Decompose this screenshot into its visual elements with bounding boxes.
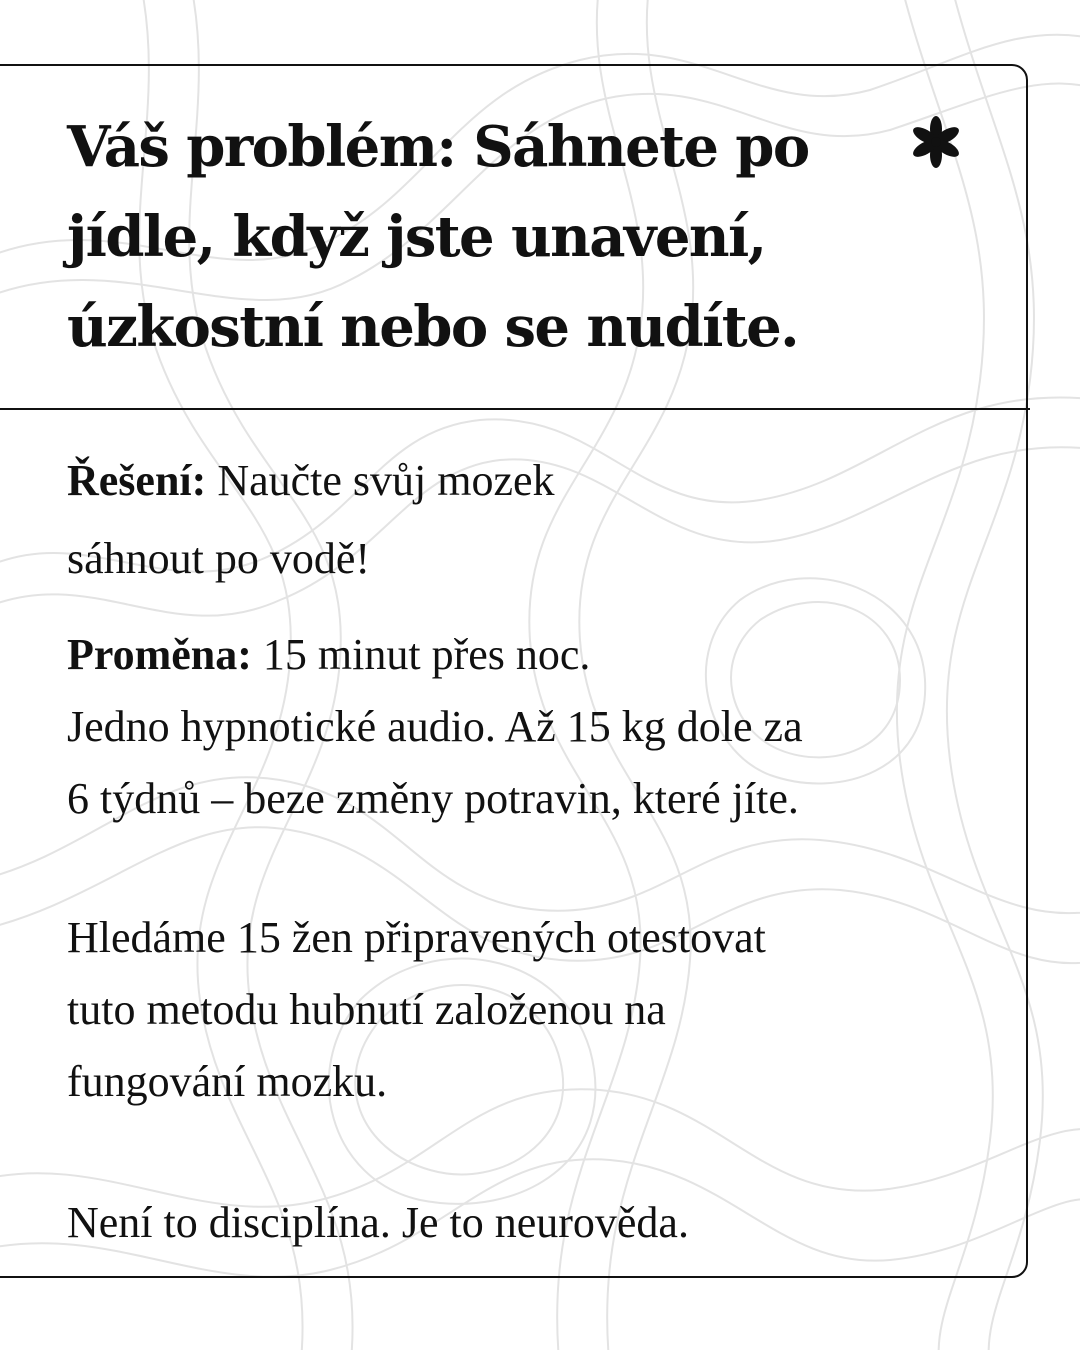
headline-line-1: Váš problém: Sáhnete po	[67, 114, 809, 180]
transformation-text-line-3: 6 týdnů – beze změny potravin, které jíte.	[67, 774, 799, 823]
asterisk-icon	[908, 110, 964, 174]
section-divider	[0, 408, 1030, 410]
recruitment-line-3: fungování mozku.	[67, 1057, 388, 1106]
solution-text-line-1: Naučte svůj mozek	[206, 456, 555, 505]
recruitment-paragraph	[67, 902, 997, 1118]
headline-line-2: jídle, když jste unavení,	[67, 204, 766, 270]
transformation-label: Proměna:	[67, 630, 252, 679]
transformation-paragraph	[67, 619, 997, 835]
headline	[67, 102, 887, 372]
transformation-text-line-1: 15 minut přes noc.	[251, 630, 591, 679]
recruitment-line-2: tuto metodu hubnutí založenou na	[67, 985, 666, 1034]
solution-label: Řešení:	[67, 456, 207, 505]
recruitment-line-1: Hledáme 15 žen připravených otestovat	[67, 913, 766, 962]
solution-paragraph	[67, 442, 997, 598]
solution-text-line-2: sáhnout po vodě!	[67, 534, 371, 583]
headline-line-3: úzkostní nebo se nudíte.	[67, 294, 798, 360]
closing-text: Není to disciplína. Je to neurověda.	[67, 1198, 689, 1247]
closing-statement	[67, 1187, 997, 1259]
transformation-text-line-2: Jedno hypnotické audio. Až 15 kg dole za	[67, 702, 803, 751]
